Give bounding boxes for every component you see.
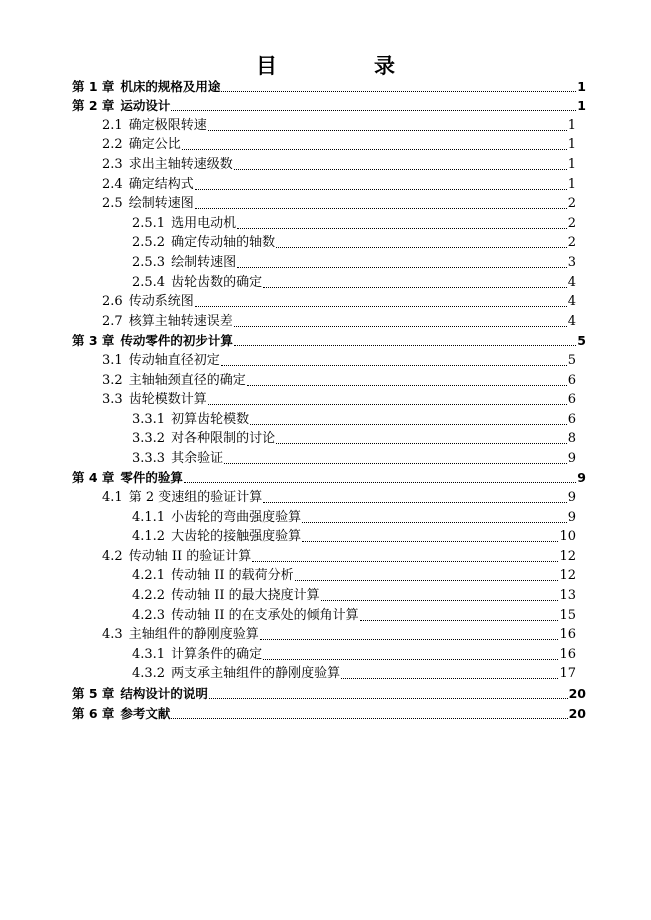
toc-entry-page: 9 [567,450,576,466]
toc-dot-leader [276,246,567,248]
toc-entry-page: 1 [567,156,576,172]
toc-entry-number: 3.3.2 [132,431,166,447]
toc-entry-page: 4 [567,313,576,329]
toc-entry[interactable] [72,95,586,115]
toc-entry[interactable] [72,584,586,604]
toc-entry-page: 2 [567,196,576,212]
toc-entry-number: 4.1 [102,490,123,506]
toc-entry[interactable] [72,193,586,213]
toc-entry-page: 20 [568,686,586,701]
toc-dot-leader [321,599,559,601]
toc-entry-number: 2.2 [102,137,123,153]
toc-entry-title: 核算主轴转速误差 [128,313,233,329]
toc-entry-number: 2.5.4 [132,274,166,290]
toc-entry-page: 20 [568,705,586,721]
toc-entry-number: 4.2 [102,548,123,564]
toc-dot-leader [237,266,567,268]
toc-entry-title: 第 2 变速组的验证计算 [128,490,263,506]
toc-entry-number: 4.3.2 [132,666,166,682]
toc-dot-leader [263,658,558,660]
toc-entry-page: 9 [577,470,586,486]
toc-entry-title: 结构设计的说明 [120,686,208,701]
toc-entry-title: 齿轮齿数的确定 [171,274,263,290]
toc-entry-number: 4.3.1 [132,646,166,662]
toc-entry[interactable] [72,271,586,291]
toc-entry-page: 4 [567,274,576,290]
toc-entry-number: 第 2 章 [72,98,115,114]
toc-title: 目 录 [256,54,433,78]
toc-entry-page: 4 [567,294,576,310]
toc-entry-number: 2.4 [102,176,123,192]
toc-entry[interactable] [72,467,586,487]
toc-entry-title: 传动轴 II 的最大挠度计算 [171,588,320,604]
toc-entry-page: 5 [567,352,576,368]
toc-entry[interactable] [72,663,586,683]
toc-entry-title: 传动轴 II 的载荷分析 [171,568,294,584]
toc-dot-leader [237,227,567,229]
toc-entry-page: 9 [567,509,576,525]
toc-entry-title: 零件的验算 [120,470,183,486]
toc-entry-title: 绘制转速图 [128,196,194,212]
toc-dot-leader [184,481,576,483]
toc-dot-leader [209,697,568,699]
toc-entry[interactable] [72,251,586,271]
toc-entry[interactable] [72,506,586,526]
toc-entry-page: 13 [559,588,576,604]
toc-entry-title: 参考文献 [120,705,171,721]
toc-dot-leader [295,579,559,581]
toc-dot-leader [250,423,567,425]
toc-entry-page: 1 [577,78,586,94]
toc-entry-title: 传动轴 II 的在支承处的倾角计算 [171,607,359,623]
toc-entry-number: 第 5 章 [72,686,115,701]
toc-entry[interactable] [72,486,586,506]
toc-entry-page: 9 [567,490,576,506]
toc-dot-leader [195,188,567,190]
toc-entry-title: 齿轮模数计算 [128,392,207,408]
toc-entry[interactable] [72,624,586,644]
toc-dot-leader [208,403,567,405]
toc-entry-title: 两支承主轴组件的静刚度验算 [171,666,341,682]
toc-entry-title: 确定传动轴的轴数 [171,235,276,251]
toc-entry[interactable] [72,428,586,448]
toc-entry-page: 16 [559,627,576,643]
toc-entry[interactable] [72,604,586,624]
toc-dot-leader [221,90,576,92]
toc-entry-page: 8 [567,431,576,447]
toc-entry-number: 4.1.2 [132,529,166,545]
toc-entry-number: 4.3 [102,627,123,643]
toc-entry[interactable] [72,173,586,193]
toc-entry[interactable] [72,114,586,134]
toc-entry[interactable] [72,212,586,232]
toc-dot-leader [182,148,567,150]
toc-entry-title: 其余验证 [171,450,224,466]
toc-entry-title: 传动轴直径初定 [128,352,220,368]
toc-entry-number: 第 4 章 [72,470,115,486]
toc-entry-number: 3.3.3 [132,450,166,466]
toc-dot-leader [360,619,559,621]
toc-entry-number: 4.2.2 [132,588,166,604]
toc-entry-number: 2.7 [102,313,123,329]
toc-entry[interactable] [72,349,586,369]
toc-entry-title: 运动设计 [120,98,171,114]
toc-entry-title: 传动零件的初步计算 [120,333,233,349]
toc-entry[interactable] [72,643,586,663]
toc-entry-page: 1 [577,98,586,114]
toc-entry-title: 计算条件的确定 [171,646,263,662]
toc-dot-leader [224,462,567,464]
toc-entry-page: 2 [567,215,576,231]
toc-entry-number: 4.1.1 [132,509,166,525]
toc-entry-page: 16 [559,646,576,662]
toc-entry-page: 1 [567,137,576,153]
toc-entry[interactable] [72,545,586,565]
toc-entry-number: 4.2.3 [132,607,166,623]
toc-entry-number: 第 3 章 [72,333,115,349]
toc-dot-leader [171,109,576,111]
toc-entry-title: 大齿轮的接触强度验算 [171,529,302,545]
toc-dot-leader [195,305,567,307]
toc-entry[interactable] [72,526,586,546]
toc-dot-leader [276,442,567,444]
toc-entry-page: 2 [567,235,576,251]
toc-entry-title: 对各种限制的讨论 [171,431,276,447]
toc-dot-leader [341,677,558,679]
toc-dot-leader [260,638,559,640]
toc-entry[interactable] [72,134,586,154]
toc-entry-page: 10 [559,529,576,545]
toc-entry[interactable] [72,330,586,350]
toc-entry[interactable] [72,369,586,389]
toc-entry[interactable] [72,682,586,702]
toc-entry-page: 12 [559,548,576,564]
toc-entry-number: 2.5.2 [132,235,166,251]
toc-entry-title: 绘制转速图 [171,254,237,270]
toc-entry-title: 小齿轮的弯曲强度验算 [171,509,302,525]
toc-entry-title: 初算齿轮模数 [171,411,250,427]
toc-entry[interactable] [72,310,586,330]
toc-dot-leader [171,717,567,719]
toc-entry-number: 2.5.1 [132,215,166,231]
toc-entry-title: 主轴轴颈直径的确定 [128,372,246,388]
toc-entry-title: 确定极限转速 [128,117,207,133]
toc-entry-page: 6 [567,372,576,388]
toc-entry-page: 3 [567,254,576,270]
toc-entry-page: 15 [559,607,576,623]
toc-dot-leader [302,521,567,523]
toc-entry[interactable] [72,447,586,467]
toc-dot-leader [221,364,567,366]
toc-entry-number: 2.6 [102,294,123,310]
toc-dot-leader [302,540,558,542]
toc-entry-title: 机床的规格及用途 [120,78,221,94]
toc-entry-number: 2.5 [102,196,123,212]
toc-entry[interactable] [72,153,586,173]
toc-dot-leader [263,501,566,503]
toc-entry-number: 3.3 [102,392,123,408]
toc-entry-page: 1 [567,176,576,192]
toc-entry-page: 5 [577,333,586,349]
toc-entry-page: 12 [559,568,576,584]
toc-entry[interactable] [72,232,586,252]
toc-entry[interactable] [72,702,586,722]
toc-dot-leader [247,384,567,386]
toc-dot-leader [263,286,567,288]
toc-entry-title: 选用电动机 [171,215,237,231]
toc-dot-leader [234,168,567,170]
toc-entry-page: 6 [567,411,576,427]
table-of-contents [72,75,586,722]
toc-entry-page: 17 [559,666,576,682]
toc-dot-leader [234,344,576,346]
toc-entry-title: 确定公比 [128,137,181,153]
toc-entry-title: 确定结构式 [128,176,194,192]
toc-dot-leader [195,207,567,209]
toc-entry-number: 4.2.1 [132,568,166,584]
toc-entry-number: 3.3.1 [132,411,166,427]
toc-entry-title: 求出主轴转速级数 [128,156,233,172]
toc-entry-number: 第 1 章 [72,78,115,94]
toc-entry-number: 2.1 [102,117,123,133]
toc-entry-title: 传动系统图 [128,294,194,310]
toc-dot-leader [234,325,567,327]
toc-dot-leader [208,129,567,131]
toc-entry[interactable] [72,291,586,311]
toc-entry[interactable] [72,565,586,585]
toc-entry-number: 2.5.3 [132,254,166,270]
toc-entry-number: 第 6 章 [72,705,115,721]
toc-entry[interactable] [72,75,586,95]
toc-entry-page: 6 [567,392,576,408]
toc-entry[interactable] [72,408,586,428]
toc-dot-leader [252,560,558,562]
toc-entry-title: 主轴组件的静刚度验算 [128,627,259,643]
toc-entry-title: 传动轴 II 的验证计算 [128,548,252,564]
toc-entry-number: 3.1 [102,352,123,368]
toc-entry-page: 1 [567,117,576,133]
toc-entry-number: 2.3 [102,156,123,172]
toc-entry[interactable] [72,389,586,409]
toc-entry-number: 3.2 [102,372,123,388]
